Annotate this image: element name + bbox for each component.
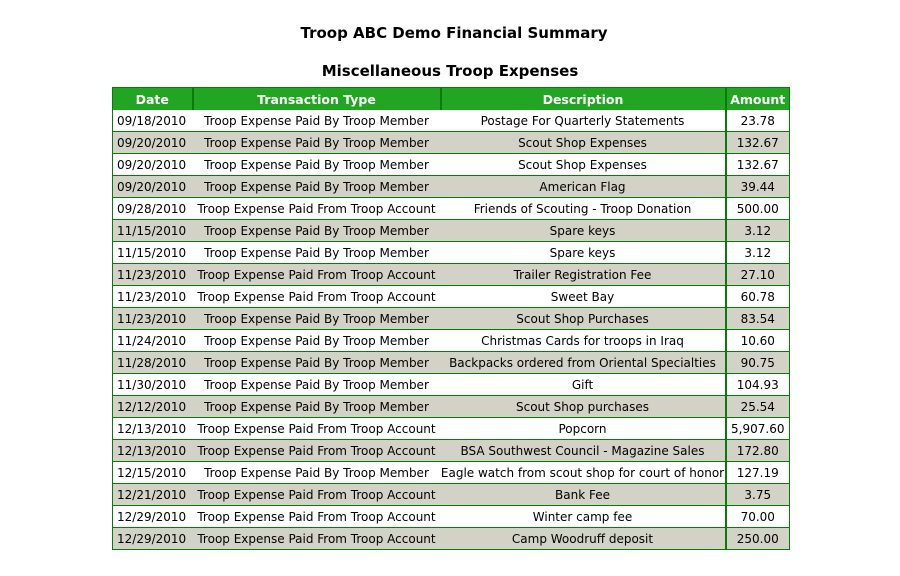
date-cell: 09/20/2010	[113, 154, 193, 176]
date-cell: 11/15/2010	[113, 220, 193, 242]
amount-cell: 83.54	[726, 308, 790, 330]
description-cell: BSA Southwest Council - Magazine Sales	[441, 440, 726, 462]
transaction-type-cell: Troop Expense Paid By Troop Member	[193, 176, 441, 198]
table-row	[113, 110, 790, 132]
expenses-table	[112, 87, 790, 550]
date-cell: 11/23/2010	[113, 308, 193, 330]
amount-cell: 3.12	[726, 220, 790, 242]
expenses-table-body	[113, 110, 790, 550]
amount-cell: 3.12	[726, 242, 790, 264]
date-cell: 11/30/2010	[113, 374, 193, 396]
section-title: Miscellaneous Troop Expenses	[321, 62, 579, 80]
amount-cell: 104.93	[726, 374, 790, 396]
transaction-type-cell: Troop Expense Paid From Troop Account	[193, 484, 441, 506]
table-row	[113, 132, 790, 154]
table-row	[113, 264, 790, 286]
description-cell: Postage For Quarterly Statements	[441, 110, 726, 132]
table-header-row	[113, 88, 790, 111]
date-cell: 11/23/2010	[113, 286, 193, 308]
transaction-type-cell: Troop Expense Paid By Troop Member	[193, 308, 441, 330]
column-header-date: Date	[113, 88, 193, 111]
amount-cell: 60.78	[726, 286, 790, 308]
description-cell: Friends of Scouting - Troop Donation	[441, 198, 726, 220]
date-cell: 11/15/2010	[113, 242, 193, 264]
transaction-type-cell: Troop Expense Paid From Troop Account	[193, 418, 441, 440]
description-cell: Winter camp fee	[441, 506, 726, 528]
date-cell: 12/29/2010	[113, 506, 193, 528]
transaction-type-cell: Troop Expense Paid By Troop Member	[193, 110, 441, 132]
amount-cell: 25.54	[726, 396, 790, 418]
transaction-type-cell: Troop Expense Paid By Troop Member	[193, 154, 441, 176]
date-cell: 11/24/2010	[113, 330, 193, 352]
table-row	[113, 528, 790, 550]
table-row	[113, 506, 790, 528]
amount-cell: 250.00	[726, 528, 790, 550]
date-cell: 12/13/2010	[113, 418, 193, 440]
amount-cell: 500.00	[726, 198, 790, 220]
date-cell: 09/20/2010	[113, 132, 193, 154]
amount-cell: 172.80	[726, 440, 790, 462]
description-cell: Gift	[441, 374, 726, 396]
table-row	[113, 308, 790, 330]
description-cell: Bank Fee	[441, 484, 726, 506]
transaction-type-cell: Troop Expense Paid By Troop Member	[193, 352, 441, 374]
date-cell: 11/28/2010	[113, 352, 193, 374]
table-row	[113, 462, 790, 484]
table-row	[113, 374, 790, 396]
date-cell: 09/20/2010	[113, 176, 193, 198]
transaction-type-cell: Troop Expense Paid From Troop Account	[193, 286, 441, 308]
date-cell: 11/23/2010	[113, 264, 193, 286]
description-cell: Popcorn	[441, 418, 726, 440]
transaction-type-cell: Troop Expense Paid From Troop Account	[193, 528, 441, 550]
table-row	[113, 484, 790, 506]
date-cell: 12/15/2010	[113, 462, 193, 484]
description-cell: Spare keys	[441, 242, 726, 264]
transaction-type-cell: Troop Expense Paid By Troop Member	[193, 220, 441, 242]
description-cell: Scout Shop purchases	[441, 396, 726, 418]
description-cell: Scout Shop Purchases	[441, 308, 726, 330]
date-cell: 09/18/2010	[113, 110, 193, 132]
transaction-type-cell: Troop Expense Paid By Troop Member	[193, 242, 441, 264]
amount-cell: 5,907.60	[726, 418, 790, 440]
transaction-type-cell: Troop Expense Paid From Troop Account	[193, 198, 441, 220]
description-cell: Backpacks ordered from Oriental Specialties	[441, 352, 726, 374]
amount-cell: 27.10	[726, 264, 790, 286]
column-header-amount: Amount	[726, 88, 790, 111]
transaction-type-cell: Troop Expense Paid From Troop Account	[193, 440, 441, 462]
description-cell: Camp Woodruff deposit	[441, 528, 726, 550]
table-row	[113, 286, 790, 308]
description-cell: Christmas Cards for troops in Iraq	[441, 330, 726, 352]
amount-cell: 127.19	[726, 462, 790, 484]
date-cell: 12/12/2010	[113, 396, 193, 418]
transaction-type-cell: Troop Expense Paid By Troop Member	[193, 396, 441, 418]
date-cell: 12/21/2010	[113, 484, 193, 506]
table-row	[113, 396, 790, 418]
table-row	[113, 176, 790, 198]
description-cell: Eagle watch from scout shop for court of honor	[441, 462, 726, 484]
amount-cell: 132.67	[726, 154, 790, 176]
transaction-type-cell: Troop Expense Paid By Troop Member	[193, 132, 441, 154]
transaction-type-cell: Troop Expense Paid From Troop Account	[193, 506, 441, 528]
table-row	[113, 154, 790, 176]
description-cell: Scout Shop Expenses	[441, 132, 726, 154]
table-row	[113, 198, 790, 220]
table-row	[113, 242, 790, 264]
amount-cell: 10.60	[726, 330, 790, 352]
table-row	[113, 440, 790, 462]
description-cell: Trailer Registration Fee	[441, 264, 726, 286]
column-header-description: Description	[441, 88, 726, 111]
description-cell: American Flag	[441, 176, 726, 198]
amount-cell: 132.67	[726, 132, 790, 154]
transaction-type-cell: Troop Expense Paid By Troop Member	[193, 330, 441, 352]
amount-cell: 70.00	[726, 506, 790, 528]
description-cell: Sweet Bay	[441, 286, 726, 308]
table-row	[113, 330, 790, 352]
transaction-type-cell: Troop Expense Paid By Troop Member	[193, 462, 441, 484]
transaction-type-cell: Troop Expense Paid By Troop Member	[193, 374, 441, 396]
report-title: Troop ABC Demo Financial Summary	[300, 24, 608, 42]
table-row	[113, 418, 790, 440]
amount-cell: 39.44	[726, 176, 790, 198]
table-row	[113, 352, 790, 374]
date-cell: 12/13/2010	[113, 440, 193, 462]
column-header-transaction-type: Transaction Type	[193, 88, 441, 111]
transaction-type-cell: Troop Expense Paid From Troop Account	[193, 264, 441, 286]
table-row	[113, 220, 790, 242]
amount-cell: 23.78	[726, 110, 790, 132]
amount-cell: 90.75	[726, 352, 790, 374]
description-cell: Scout Shop Expenses	[441, 154, 726, 176]
date-cell: 09/28/2010	[113, 198, 193, 220]
date-cell: 12/29/2010	[113, 528, 193, 550]
description-cell: Spare keys	[441, 220, 726, 242]
amount-cell: 3.75	[726, 484, 790, 506]
